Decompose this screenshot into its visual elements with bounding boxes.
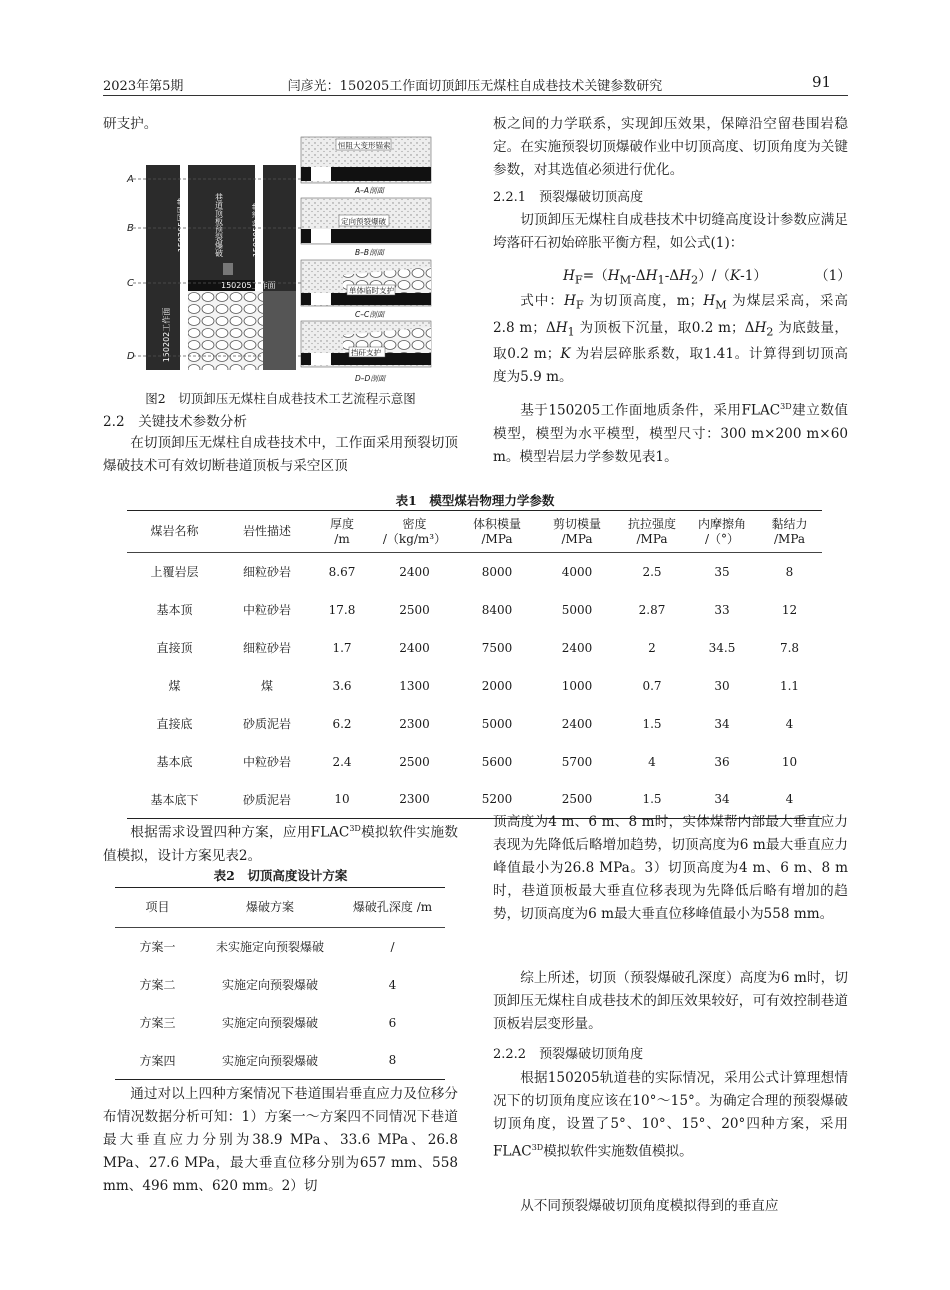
table-1-cell: 30 [714, 678, 730, 693]
table-1-cell: 5600 [481, 754, 513, 769]
table-2-row [115, 966, 445, 1004]
table-2-cell: 方案一 [139, 940, 176, 955]
t1-head-friction: 内摩擦角 /（°） [697, 516, 746, 546]
table-1-cell: 中粒砂岩 [242, 603, 291, 617]
split-label: 巷道顶板预裂爆破 [214, 193, 224, 257]
table-1-cell: 4 [785, 792, 794, 807]
equation-where: 式中：$H_F$ 为切顶高度，m；$H_M$ 为煤层采高，采高2.8 m；$\Delta H_1$ 为顶板下沉量，取0.2 m；$\Delta H_2$ 为底鼓量，取0.2 m；K 为岩层碎胀系数，取1.41。计算得到切顶高度为5.9 m。 [493, 293, 848, 386]
svg-text:A–A剖面: A–A剖面 [355, 186, 385, 195]
table-1-cell: 2400 [399, 564, 430, 579]
table-1-cell: 8.67 [328, 564, 356, 579]
marker-a-left: A [127, 174, 134, 185]
table-1-cell: 直接底 [156, 717, 193, 731]
running-title: 闫彦光：150205工作面切顶卸压无煤柱自成巷技术关键参数研究 [287, 79, 663, 94]
table-1-row [127, 667, 822, 705]
table-1-cell: 2500 [399, 602, 430, 617]
table-2-caption: 表2 切顶高度设计方案 [213, 868, 348, 883]
table-1-cell: 33 [714, 602, 730, 617]
table-1-cell: 5000 [561, 602, 593, 617]
table-1-cell: 1300 [399, 678, 430, 693]
right-paragraph-5: 综上所述，切顶（预裂爆破孔深度）高度为6 m时，切顶卸压无煤柱自成巷技术的卸压效果较好，可有效控制巷道顶板岩层变形量。 [493, 970, 848, 1032]
table-1-row [127, 705, 822, 743]
table-1 [127, 510, 822, 819]
table-1-cell: 3.6 [332, 678, 352, 693]
svg-text:单体临时支护: 单体临时支护 [349, 286, 394, 295]
right-paragraph-1: 板之间的力学联系，实现卸压效果，保障沿空留巷围岩稳定。在实施预裂切顶爆破作业中切顶高度、切顶角度为关键参数，对其选值必须进行优化。 [493, 116, 848, 178]
section-d [301, 321, 431, 383]
table-2-cell: 6 [388, 1015, 397, 1030]
table-1-cell: 34 [714, 716, 730, 731]
table-1-cell: 2.5 [642, 564, 662, 579]
face2-label: 150202工作面 [162, 307, 171, 363]
table-1-cell: 2500 [561, 792, 593, 807]
left-paragraph-3: 通过对以上四种方案情况下巷道围岩垂直应力及位移分布情况数据分析可知：1）方案一～方案四不同情况下巷道最大垂直应力分别为38.9 MPa、33.6 MPa、26.8 MPa、27.6 MPa，最大垂直位移分别为657 mm、558 mm、496 mm、620 mm。2）切 [103, 1086, 458, 1194]
table-1-cell: 2400 [399, 640, 430, 655]
table-1-cell: 4000 [561, 564, 593, 579]
svg-text:定向预裂爆破: 定向预裂爆破 [341, 217, 386, 226]
t1-head-density: 密度 /（kg/m³） [382, 516, 447, 546]
t1-head-lithology: 岩性描述 [242, 524, 291, 538]
face-label: 150205工作面 [221, 281, 276, 290]
return-way-label: 150205回风巷 [177, 197, 186, 253]
table-1-cell: 1.5 [642, 716, 662, 731]
table-1-cell: 5700 [561, 754, 593, 769]
t1-head-name: 煤岩名称 [150, 524, 199, 538]
table-2-cell: 方案四 [139, 1053, 176, 1068]
figure-2 [103, 135, 458, 385]
table-2-cell: 8 [388, 1053, 397, 1068]
section-2-2-2-heading: 2.2.2 预裂爆破切顶角度 [493, 1047, 644, 1062]
table-1-cell: 10 [781, 754, 798, 769]
page-number: 91 [812, 73, 832, 91]
table-1-cell: 0.7 [642, 678, 662, 693]
table-1-cell: 2500 [399, 754, 430, 769]
table-2-cell: 实施定向预裂爆破 [221, 978, 318, 992]
header-rule [103, 95, 848, 96]
table-1-cell: 5200 [481, 792, 513, 807]
section-a [301, 137, 431, 195]
table-1-cell: 10 [334, 792, 350, 807]
svg-text:D–D剖面: D–D剖面 [355, 374, 386, 383]
table-1-cell: 36 [714, 754, 730, 769]
table-1-header-row [127, 511, 822, 553]
table-1-cell: 砂质泥岩 [242, 717, 291, 731]
table-2-cell: 4 [388, 977, 397, 992]
table-2 [115, 887, 445, 1080]
marker-d-left: D [127, 351, 135, 362]
table-1-cell: 4 [648, 754, 656, 769]
marker-c-left: C [127, 278, 134, 289]
table-2-row [115, 1042, 445, 1080]
table-1-caption: 表1 模型煤岩物理力学参数 [395, 493, 555, 508]
table-1-cell: 35 [714, 564, 730, 579]
section-2-2-heading: 2.2 关键技术参数分析 [103, 414, 247, 430]
right-paragraph-7: 从不同预裂爆破切顶角度模拟得到的垂直应 [520, 1198, 779, 1214]
table-1-cell: 34.5 [708, 640, 736, 655]
table-1-cell: 细粒砂岩 [242, 641, 291, 655]
table-1-cell: 细粒砂岩 [242, 565, 291, 580]
table-1-cell: 2.87 [638, 602, 666, 617]
table-1-row [127, 743, 822, 781]
section-2-2-1-heading: 2.2.1 预裂爆破切顶高度 [493, 190, 644, 205]
table-2-row [115, 928, 445, 966]
table-2-cell: 实施定向预裂爆破 [221, 1016, 318, 1030]
t2-head-item: 项目 [145, 900, 170, 914]
table-1-row [127, 553, 822, 591]
table-1-row [127, 629, 822, 667]
table-2-cell: / [390, 939, 395, 954]
table-1-cell: 5000 [481, 716, 513, 731]
svg-text:挡矸支护: 挡矸支护 [351, 348, 381, 357]
t2-head-plan: 爆破方案 [245, 900, 294, 914]
table-1-cell: 基本底下 [150, 792, 199, 807]
svg-text:B–B剖面: B–B剖面 [355, 248, 385, 257]
table-1-cell: 基本顶 [156, 603, 193, 617]
table-1-cell: 基本底 [156, 755, 193, 769]
svg-text:C–C剖面: C–C剖面 [355, 310, 385, 319]
table-1-cell: 8400 [481, 602, 513, 617]
right-paragraph-2: 切顶卸压无煤柱自成巷技术中切缝高度设计参数应满足垮落矸石初始碎胀平衡方程，如公式(1)： [493, 212, 848, 251]
table-1-cell: 1000 [561, 678, 593, 693]
table-1-cell: 1.5 [642, 792, 662, 807]
table-1-cell: 2300 [399, 716, 430, 731]
table-1-cell: 煤 [260, 679, 273, 693]
table-1-cell: 4 [785, 716, 794, 731]
table-2-cell: 方案三 [139, 1016, 176, 1030]
t1-head-shear: 剪切模量 /MPa [552, 516, 601, 546]
table-2-row [115, 1004, 445, 1042]
t1-head-thickness: 厚度 /m [329, 516, 354, 546]
track-way-label: 150205轨道巷 [252, 202, 261, 258]
equation-1: $H_F=(H_M-\Delta H_1-\Delta H_2)/(K-1)$ [563, 268, 767, 287]
table-1-cell: 2300 [399, 792, 430, 807]
section-c [301, 260, 431, 319]
table-1-row [127, 591, 822, 629]
journal-issue: 2023年第5期 [103, 79, 184, 94]
table-1-cell: 7500 [481, 640, 513, 655]
gob-area [188, 291, 263, 370]
table-1-cell: 直接顶 [156, 641, 193, 655]
table-1-cell: 2 [648, 640, 656, 655]
table-1-cell: 中粒砂岩 [242, 755, 291, 769]
table-1-cell: 2400 [561, 716, 593, 731]
marker-b-left: B [127, 223, 134, 234]
t2-head-depth: 爆破孔深度 /m [352, 900, 433, 914]
table-1-cell: 2.4 [332, 754, 352, 769]
table-1-cell: 煤 [168, 679, 181, 693]
table-1-cell: 7.8 [779, 640, 800, 655]
table-1-cell: 6.2 [332, 716, 352, 731]
figure-2-caption: 图2 切顶卸压无煤柱自成巷技术工艺流程示意图 [145, 391, 416, 406]
table-2-cell: 实施定向预裂爆破 [221, 1053, 318, 1068]
table-1-cell: 34 [714, 792, 730, 807]
table-1-cell: 上覆岩层 [150, 565, 199, 580]
section-b [301, 198, 431, 257]
left-continuation: 研支护。 [103, 116, 158, 132]
table-1-cell: 8000 [481, 564, 513, 579]
table-1-cell: 17.8 [328, 602, 356, 617]
left-paragraph-1: 在切顶卸压无煤柱自成巷技术中，工作面采用预裂切顶爆破技术可有效切断巷道顶板与采空区顶 [103, 435, 458, 474]
t1-head-bulk: 体积模量 /MPa [472, 516, 521, 546]
svg-text:恒阻大变形锚索: 恒阻大变形锚索 [338, 141, 391, 150]
table-1-cell: 12 [781, 602, 798, 617]
table-1-cell: 2400 [561, 640, 593, 655]
table-1-cell: 砂质泥岩 [242, 792, 291, 807]
left-paragraph-2: 根据需求设置四种方案，应用$FLAC^{3D}$模拟软件实施数值模拟，设计方案见表2。 [103, 824, 458, 864]
right-paragraph-3: 基于150205工作面地质条件，采用$FLAC^{3D}$建立数值模型，模型为水平模型，模型尺寸：300 m×200 m×60 m。模型岩层力学参数见表1。 [493, 402, 848, 465]
table-1-cell: 2000 [481, 678, 513, 693]
t1-head-tensile: 抗拉强度 /MPa [627, 516, 676, 546]
table-1-cell: 8 [785, 564, 794, 579]
table-2-cell: 未实施定向预裂爆破 [215, 940, 324, 955]
right-paragraph-4: 顶高度为4 m、6 m、8 m时，实体煤帮内部最大垂直应力表现为先降低后略增加趋势，切顶高度为6 m最大垂直应力峰值最小为26.8 MPa。3）切顶高度为4 m、6 m、8 m时，巷道顶板最大垂直位移表现为先降低后略有增加的趋势，切顶高度为6 m最大垂直位移峰值最小为558 mm。 [493, 814, 848, 922]
equation-number: （1） [815, 268, 851, 284]
table-1-cell: 1.7 [332, 640, 352, 655]
table-2-header-row [115, 888, 445, 928]
table-2-cell: 方案二 [139, 978, 176, 992]
right-paragraph-6: 根据150205轨道巷的实际情况，采用公式计算理想情况下的切顶角度应该在10°～15°。为确定合理的预裂爆破切顶角度，设置了5°、10°、15°、20°四种方案，采用$FLAC^{3D}$模拟软件实施数值模拟。 [493, 1070, 848, 1160]
t1-head-cohesion: 黏结力 /MPa [771, 516, 808, 546]
table-1-cell: 1.1 [779, 678, 800, 693]
